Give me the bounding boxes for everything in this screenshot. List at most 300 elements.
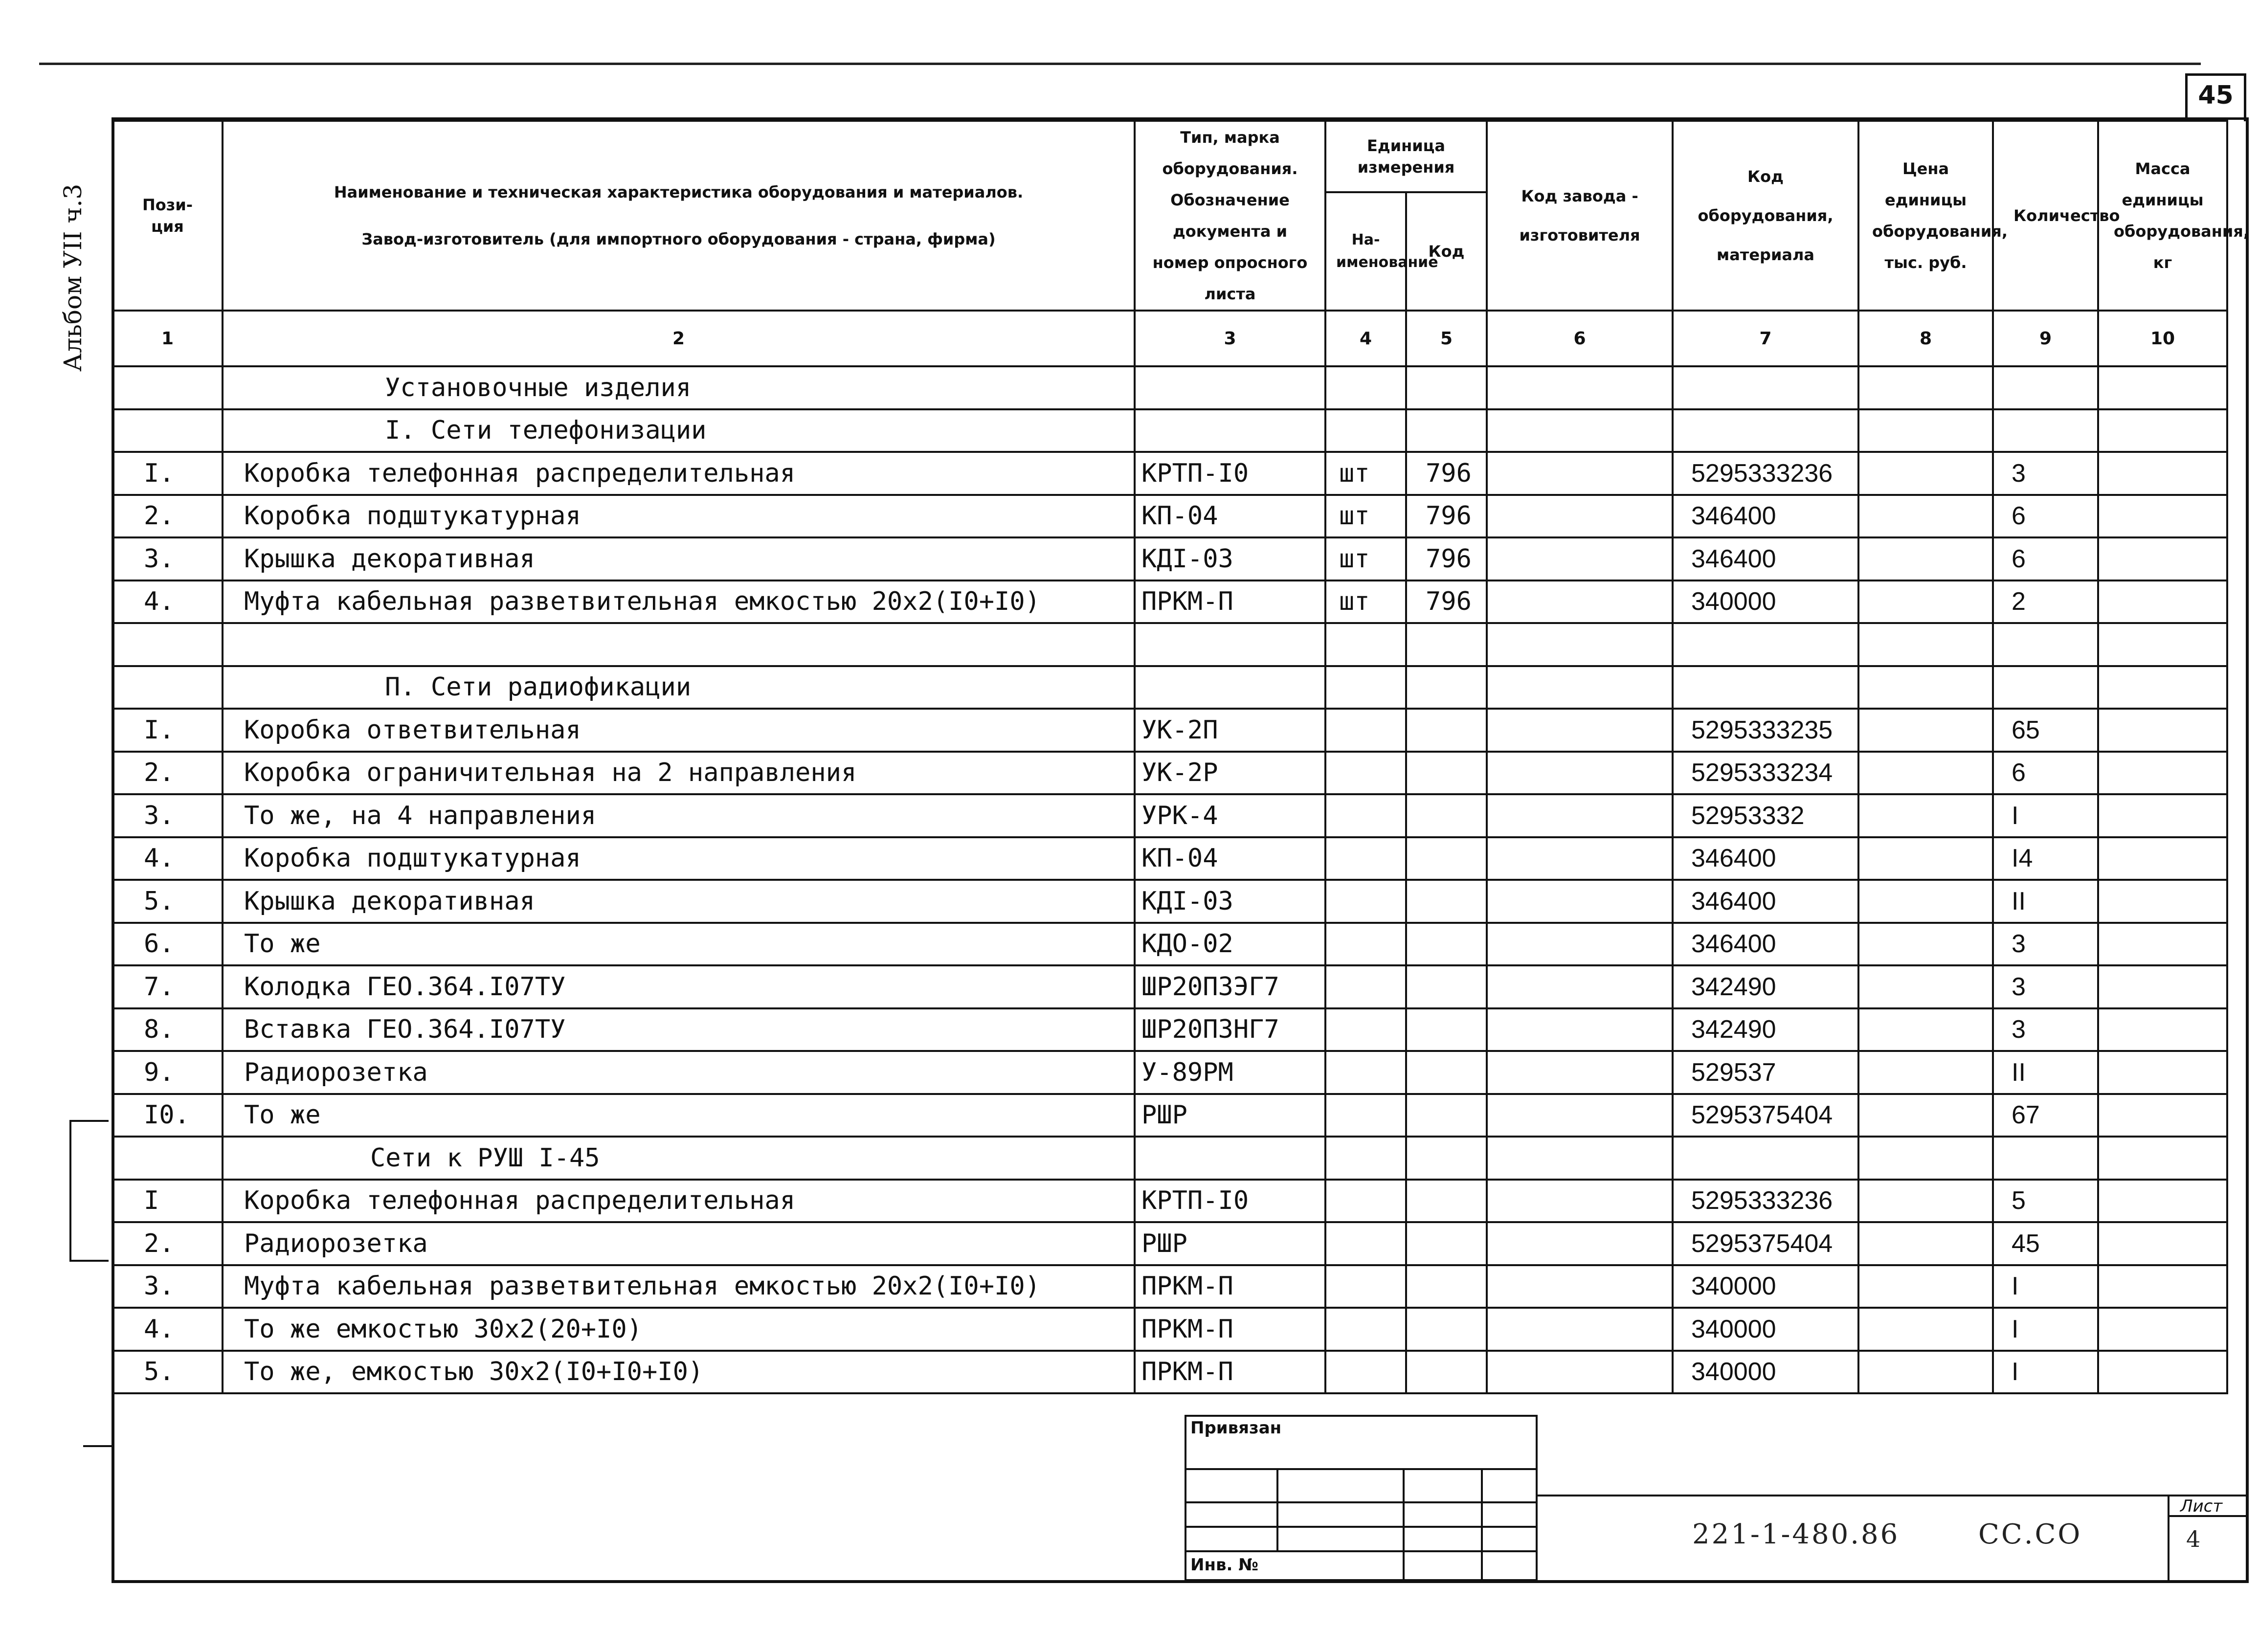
- price-cell: [1858, 1008, 1993, 1051]
- unit-cell: [1325, 1180, 1406, 1223]
- mass-cell: [2098, 794, 2227, 837]
- price-cell: [1858, 1308, 1993, 1351]
- equipment-code-cell: 340000: [1673, 1351, 1858, 1394]
- mass-cell: [2098, 537, 2227, 580]
- factory-code-cell: [1487, 709, 1673, 752]
- mass-cell: [2098, 752, 2227, 795]
- position-cell: 7.: [112, 965, 223, 1008]
- column-number: 6: [1487, 311, 1673, 366]
- header-unit-code: Код: [1406, 192, 1487, 311]
- type-cell: КДО-02: [1135, 923, 1325, 966]
- type-cell: ШР20П3ЭГ7: [1135, 965, 1325, 1008]
- position-cell: 4.: [112, 1308, 223, 1351]
- name-cell: Коробка подштукатурная: [223, 495, 1135, 538]
- type-cell: У-89РМ: [1135, 1051, 1325, 1094]
- unit-code-cell: [1406, 623, 1487, 666]
- quantity-cell: 3: [1993, 965, 2098, 1008]
- table-row: [112, 794, 2227, 837]
- unit-code-cell: 796: [1406, 452, 1487, 495]
- type-cell: УК-2П: [1135, 709, 1325, 752]
- factory-code-cell: [1487, 1351, 1673, 1394]
- factory-code-cell: [1487, 1008, 1673, 1051]
- equipment-code-cell: [1673, 666, 1858, 709]
- name-cell: Коробка телефонная распределительная: [223, 1180, 1135, 1223]
- unit-code-cell: 796: [1406, 495, 1487, 538]
- price-cell: [1858, 537, 1993, 580]
- mass-cell: [2098, 1351, 2227, 1394]
- unit-cell: [1325, 366, 1406, 409]
- equipment-code-cell: 340000: [1673, 1308, 1858, 1351]
- position-cell: 4.: [112, 580, 223, 624]
- price-cell: [1858, 709, 1993, 752]
- mass-cell: [2098, 1094, 2227, 1137]
- quantity-cell: [1993, 623, 2098, 666]
- quantity-cell: 65: [1993, 709, 2098, 752]
- mass-cell: [2098, 1222, 2227, 1265]
- name-cell: [223, 623, 1135, 666]
- position-cell: 3.: [112, 794, 223, 837]
- equipment-code-cell: 342490: [1673, 965, 1858, 1008]
- type-cell: КРТП-I0: [1135, 452, 1325, 495]
- stamp-line: [1276, 1468, 1278, 1551]
- price-cell: [1858, 1180, 1993, 1223]
- mass-cell: [2098, 880, 2227, 923]
- mass-cell: [2098, 1008, 2227, 1051]
- quantity-cell: I: [1993, 1265, 2098, 1308]
- unit-cell: [1325, 623, 1406, 666]
- name-cell: Коробка подштукатурная: [223, 837, 1135, 880]
- unit-cell: [1325, 709, 1406, 752]
- name-cell: То же, емкостью 30х2(I0+I0+I0): [223, 1351, 1135, 1394]
- unit-cell: [1325, 666, 1406, 709]
- header-name: [223, 121, 1135, 311]
- unit-cell: шт: [1325, 537, 1406, 580]
- header-unit-name: На-именование: [1325, 192, 1406, 311]
- equipment-code-cell: 346400: [1673, 923, 1858, 966]
- position-cell: 4.: [112, 837, 223, 880]
- column-number: 1: [112, 311, 223, 366]
- column-number: 7: [1673, 311, 1858, 366]
- quantity-cell: II: [1993, 880, 2098, 923]
- position-cell: I.: [112, 709, 223, 752]
- price-cell: [1858, 452, 1993, 495]
- price-cell: [1858, 409, 1993, 452]
- name-cell: Крышка декоративная: [223, 537, 1135, 580]
- margin-bracket: [69, 1120, 109, 1262]
- unit-cell: [1325, 409, 1406, 452]
- factory-code-cell: [1487, 366, 1673, 409]
- type-cell: [1135, 623, 1325, 666]
- header-quantity: Количество: [1993, 121, 2098, 311]
- quantity-cell: II: [1993, 1051, 2098, 1094]
- document-suffix: СС.СО: [1978, 1518, 2082, 1550]
- position-cell: [112, 1137, 223, 1180]
- type-cell: [1135, 666, 1325, 709]
- factory-code-cell: [1487, 965, 1673, 1008]
- type-cell: КП-04: [1135, 495, 1325, 538]
- unit-cell: шт: [1325, 452, 1406, 495]
- table-row: [112, 752, 2227, 795]
- equipment-code-cell: [1673, 1137, 1858, 1180]
- position-cell: 3.: [112, 1265, 223, 1308]
- price-cell: [1858, 495, 1993, 538]
- header-mass: Масса единицы оборудования, кг: [2098, 121, 2227, 311]
- sheet-number: 4: [2186, 1526, 2203, 1552]
- factory-code-cell: [1487, 537, 1673, 580]
- equipment-code-cell: [1673, 366, 1858, 409]
- table-row: [112, 366, 2227, 409]
- mass-cell: [2098, 1308, 2227, 1351]
- sheet-label: Лист: [2180, 1496, 2223, 1516]
- equipment-code-cell: 5295333234: [1673, 752, 1858, 795]
- type-cell: КП-04: [1135, 837, 1325, 880]
- unit-cell: [1325, 1265, 1406, 1308]
- album-side-label: Альбом УІІ ч.3: [59, 183, 87, 372]
- equipment-code-cell: 5295333236: [1673, 452, 1858, 495]
- position-cell: I0.: [112, 1094, 223, 1137]
- table-row: [112, 965, 2227, 1008]
- inventory-label: Инв. №: [1190, 1555, 1259, 1575]
- name-cell: Радиорозетка: [223, 1051, 1135, 1094]
- factory-code-cell: [1487, 923, 1673, 966]
- stamp-line: [1481, 1468, 1483, 1580]
- unit-code-cell: [1406, 666, 1487, 709]
- stamp-line: [1403, 1468, 1405, 1580]
- quantity-cell: I4: [1993, 837, 2098, 880]
- table-row: [112, 623, 2227, 666]
- header-type: Тип, марка оборудования. Обозначение документа и номер опросного листа: [1135, 121, 1325, 311]
- factory-code-cell: [1487, 1308, 1673, 1351]
- mass-cell: [2098, 965, 2227, 1008]
- name-cell: Крышка декоративная: [223, 880, 1135, 923]
- stamp-line: [1185, 1468, 1538, 1470]
- position-cell: [112, 409, 223, 452]
- price-cell: [1858, 580, 1993, 624]
- column-number-row: [112, 311, 2227, 366]
- header-position: Пози- ция: [112, 121, 223, 311]
- position-cell: [112, 366, 223, 409]
- column-number: 4: [1325, 311, 1406, 366]
- table-row: [112, 537, 2227, 580]
- type-cell: ПРКМ-П: [1135, 1351, 1325, 1394]
- margin-tick: [83, 1445, 112, 1447]
- mass-cell: [2098, 709, 2227, 752]
- mass-cell: [2098, 452, 2227, 495]
- mass-cell: [2098, 1051, 2227, 1094]
- factory-code-cell: [1487, 1265, 1673, 1308]
- name-cell: П. Сети радиофикации: [223, 666, 1135, 709]
- equipment-code-cell: 346400: [1673, 837, 1858, 880]
- unit-code-cell: [1406, 923, 1487, 966]
- column-number: 9: [1993, 311, 2098, 366]
- equipment-code-cell: 5295375404: [1673, 1222, 1858, 1265]
- quantity-cell: 3: [1993, 1008, 2098, 1051]
- header-name-line1: Наименование и техническая характеристика оборудования и материалов.: [334, 183, 1024, 201]
- type-cell: РШР: [1135, 1094, 1325, 1137]
- title-block-line: [1536, 1495, 2247, 1496]
- equipment-code-cell: 346400: [1673, 880, 1858, 923]
- unit-code-cell: [1406, 366, 1487, 409]
- table-row: [112, 452, 2227, 495]
- equipment-code-cell: 340000: [1673, 1265, 1858, 1308]
- name-cell: То же емкостью 30х2(20+I0): [223, 1308, 1135, 1351]
- table-row: [112, 666, 2227, 709]
- unit-code-cell: [1406, 837, 1487, 880]
- price-cell: [1858, 752, 1993, 795]
- position-cell: I.: [112, 452, 223, 495]
- position-cell: 9.: [112, 1051, 223, 1094]
- unit-code-cell: [1406, 1137, 1487, 1180]
- table-row: [112, 837, 2227, 880]
- type-cell: ПРКМ-П: [1135, 1265, 1325, 1308]
- header-equipment-code: Код оборудования, материала: [1673, 121, 1858, 311]
- position-cell: [112, 623, 223, 666]
- header-name-line2: Завод-изготовитель (для импортного оборудования - страна, фирма): [361, 230, 996, 248]
- name-cell: То же, на 4 направления: [223, 794, 1135, 837]
- type-cell: РШР: [1135, 1222, 1325, 1265]
- type-cell: [1135, 1137, 1325, 1180]
- quantity-cell: I: [1993, 1351, 2098, 1394]
- position-cell: 5.: [112, 1351, 223, 1394]
- price-cell: [1858, 965, 1993, 1008]
- name-cell: Муфта кабельная разветвительная емкостью 20х2(I0+I0): [223, 580, 1135, 624]
- quantity-cell: 45: [1993, 1222, 2098, 1265]
- price-cell: [1858, 366, 1993, 409]
- unit-cell: шт: [1325, 495, 1406, 538]
- quantity-cell: 2: [1993, 580, 2098, 624]
- factory-code-cell: [1487, 409, 1673, 452]
- factory-code-cell: [1487, 623, 1673, 666]
- name-cell: Коробка телефонная распределительная: [223, 452, 1135, 495]
- name-cell: Сети к РУШ I-45: [223, 1137, 1135, 1180]
- linked-label: Привязан: [1190, 1418, 1282, 1438]
- mass-cell: [2098, 623, 2227, 666]
- mass-cell: [2098, 1265, 2227, 1308]
- factory-code-cell: [1487, 1180, 1673, 1223]
- unit-cell: [1325, 1351, 1406, 1394]
- stamp-line: [1185, 1526, 1538, 1528]
- type-cell: [1135, 366, 1325, 409]
- mass-cell: [2098, 837, 2227, 880]
- price-cell: [1858, 623, 1993, 666]
- mass-cell: [2098, 366, 2227, 409]
- factory-code-cell: [1487, 1051, 1673, 1094]
- factory-code-cell: [1487, 752, 1673, 795]
- position-cell: 3.: [112, 537, 223, 580]
- type-cell: ПРКМ-П: [1135, 580, 1325, 624]
- mass-cell: [2098, 495, 2227, 538]
- stamp-line: [1185, 1550, 1538, 1552]
- type-cell: КДI-03: [1135, 880, 1325, 923]
- table-row: [112, 409, 2227, 452]
- quantity-cell: [1993, 1137, 2098, 1180]
- header-price: Цена единицы оборудования, тыс. руб.: [1858, 121, 1993, 311]
- unit-code-cell: 796: [1406, 580, 1487, 624]
- mass-cell: [2098, 923, 2227, 966]
- position-cell: 8.: [112, 1008, 223, 1051]
- equipment-code-cell: 346400: [1673, 537, 1858, 580]
- header-unit-group: Единица измерения: [1325, 121, 1487, 192]
- name-cell: То же: [223, 1094, 1135, 1137]
- unit-cell: [1325, 1008, 1406, 1051]
- name-cell: Коробка ограничительная на 2 направления: [223, 752, 1135, 795]
- table-row: [112, 1308, 2227, 1351]
- specification-table: [112, 120, 2249, 1394]
- unit-code-cell: [1406, 965, 1487, 1008]
- quantity-cell: 6: [1993, 495, 2098, 538]
- name-cell: Радиорозетка: [223, 1222, 1135, 1265]
- unit-cell: [1325, 837, 1406, 880]
- quantity-cell: 5: [1993, 1180, 2098, 1223]
- table-row: [112, 1180, 2227, 1223]
- unit-cell: [1325, 1308, 1406, 1351]
- equipment-code-cell: 346400: [1673, 495, 1858, 538]
- table-row: [112, 1265, 2227, 1308]
- unit-code-cell: [1406, 794, 1487, 837]
- price-cell: [1858, 880, 1993, 923]
- quantity-cell: I: [1993, 1308, 2098, 1351]
- equipment-code-cell: 340000: [1673, 580, 1858, 624]
- table-row: [112, 1094, 2227, 1137]
- price-cell: [1858, 1351, 1993, 1394]
- table-row: [112, 1222, 2227, 1265]
- name-cell: Вставка ГЕО.364.I07ТУ: [223, 1008, 1135, 1051]
- type-cell: ШР20П3НГ7: [1135, 1008, 1325, 1051]
- factory-code-cell: [1487, 794, 1673, 837]
- header-factory-code: Код завода - изготовителя: [1487, 121, 1673, 311]
- unit-cell: [1325, 752, 1406, 795]
- mass-cell: [2098, 1137, 2227, 1180]
- price-cell: [1858, 1051, 1993, 1094]
- equipment-code-cell: 342490: [1673, 1008, 1858, 1051]
- price-cell: [1858, 666, 1993, 709]
- quantity-cell: 3: [1993, 452, 2098, 495]
- equipment-code-cell: 529537: [1673, 1051, 1858, 1094]
- quantity-cell: 67: [1993, 1094, 2098, 1137]
- equipment-code-cell: 52953332: [1673, 794, 1858, 837]
- unit-cell: [1325, 1094, 1406, 1137]
- unit-cell: [1325, 880, 1406, 923]
- unit-code-cell: [1406, 1008, 1487, 1051]
- unit-code-cell: [1406, 1222, 1487, 1265]
- stamp-line: [1185, 1501, 1538, 1503]
- equipment-code-cell: [1673, 409, 1858, 452]
- type-cell: УК-2Р: [1135, 752, 1325, 795]
- position-cell: [112, 666, 223, 709]
- type-cell: ПРКМ-П: [1135, 1308, 1325, 1351]
- factory-code-cell: [1487, 837, 1673, 880]
- name-cell: Муфта кабельная разветвительная емкостью 20х2(I0+I0): [223, 1265, 1135, 1308]
- position-cell: 5.: [112, 880, 223, 923]
- table-row: [112, 1137, 2227, 1180]
- unit-code-cell: [1406, 709, 1487, 752]
- unit-code-cell: [1406, 409, 1487, 452]
- document-code: 221-1-480.86: [1692, 1518, 1900, 1550]
- unit-code-cell: [1406, 1051, 1487, 1094]
- column-number: 10: [2098, 311, 2227, 366]
- mass-cell: [2098, 666, 2227, 709]
- price-cell: [1858, 1094, 1993, 1137]
- price-cell: [1858, 794, 1993, 837]
- unit-cell: [1325, 1137, 1406, 1180]
- unit-cell: шт: [1325, 580, 1406, 624]
- table-row: [112, 923, 2227, 966]
- position-cell: 2.: [112, 495, 223, 538]
- quantity-cell: [1993, 409, 2098, 452]
- quantity-cell: 3: [1993, 923, 2098, 966]
- factory-code-cell: [1487, 1137, 1673, 1180]
- quantity-cell: 6: [1993, 537, 2098, 580]
- name-cell: Установочные изделия: [223, 366, 1135, 409]
- factory-code-cell: [1487, 666, 1673, 709]
- factory-code-cell: [1487, 1222, 1673, 1265]
- position-cell: 2.: [112, 752, 223, 795]
- unit-code-cell: [1406, 1265, 1487, 1308]
- name-cell: То же: [223, 923, 1135, 966]
- column-number: 2: [223, 311, 1135, 366]
- equipment-code-cell: 5295333236: [1673, 1180, 1858, 1223]
- price-cell: [1858, 923, 1993, 966]
- unit-code-cell: [1406, 1180, 1487, 1223]
- type-cell: УРК-4: [1135, 794, 1325, 837]
- column-number: 5: [1406, 311, 1487, 366]
- top-rule: [39, 63, 2201, 65]
- column-number: 3: [1135, 311, 1325, 366]
- unit-cell: [1325, 965, 1406, 1008]
- table-row: [112, 709, 2227, 752]
- quantity-cell: 6: [1993, 752, 2098, 795]
- position-cell: I: [112, 1180, 223, 1223]
- unit-cell: [1325, 923, 1406, 966]
- unit-code-cell: [1406, 1308, 1487, 1351]
- factory-code-cell: [1487, 580, 1673, 624]
- unit-cell: [1325, 794, 1406, 837]
- equipment-code-cell: 5295333235: [1673, 709, 1858, 752]
- table-row: [112, 880, 2227, 923]
- factory-code-cell: [1487, 495, 1673, 538]
- title-block-line: [2168, 1495, 2170, 1582]
- unit-code-cell: [1406, 880, 1487, 923]
- name-cell: Колодка ГЕО.364.I07ТУ: [223, 965, 1135, 1008]
- table-row: [112, 1008, 2227, 1051]
- price-cell: [1858, 1222, 1993, 1265]
- quantity-cell: I: [1993, 794, 2098, 837]
- page-number: 45: [2198, 81, 2234, 110]
- unit-code-cell: 796: [1406, 537, 1487, 580]
- position-cell: 2.: [112, 1222, 223, 1265]
- factory-code-cell: [1487, 1094, 1673, 1137]
- factory-code-cell: [1487, 452, 1673, 495]
- table-row: [112, 1351, 2227, 1394]
- mass-cell: [2098, 409, 2227, 452]
- name-cell: I. Сети телефонизации: [223, 409, 1135, 452]
- table-row: [112, 495, 2227, 538]
- equipment-code-cell: [1673, 623, 1858, 666]
- quantity-cell: [1993, 666, 2098, 709]
- name-cell: Коробка ответвительная: [223, 709, 1135, 752]
- position-cell: 6.: [112, 923, 223, 966]
- price-cell: [1858, 1265, 1993, 1308]
- table-row: [112, 580, 2227, 624]
- price-cell: [1858, 837, 1993, 880]
- factory-code-cell: [1487, 880, 1673, 923]
- mass-cell: [2098, 580, 2227, 624]
- unit-code-cell: [1406, 1351, 1487, 1394]
- type-cell: [1135, 409, 1325, 452]
- quantity-cell: [1993, 366, 2098, 409]
- type-cell: КРТП-I0: [1135, 1180, 1325, 1223]
- equipment-code-cell: 5295375404: [1673, 1094, 1858, 1137]
